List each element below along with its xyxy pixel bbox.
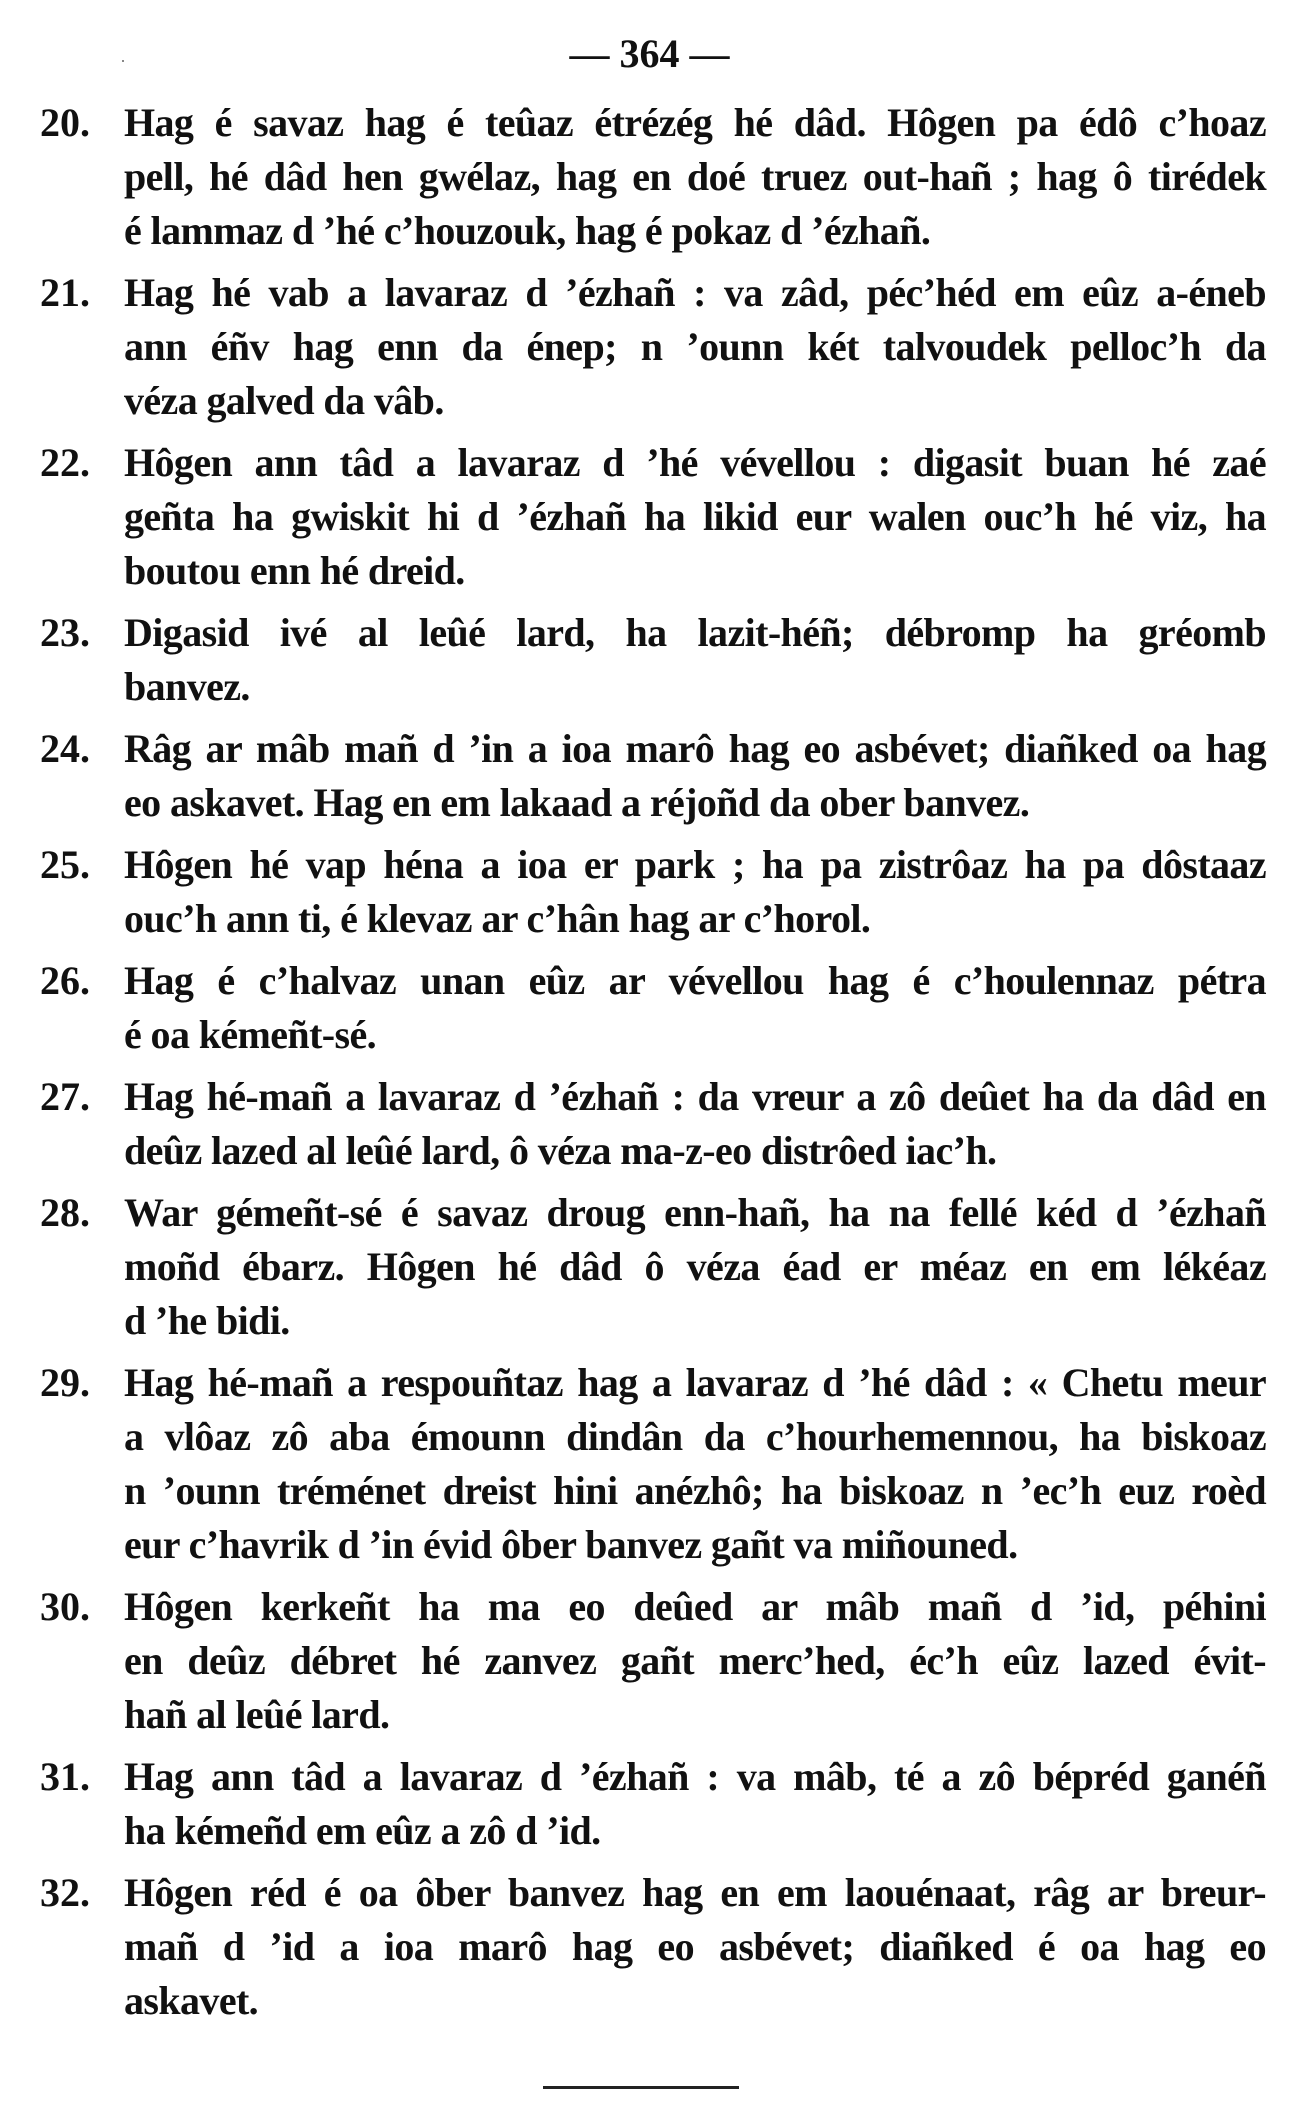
verse-number: 28. xyxy=(40,1190,90,1235)
verse-line: boutou enn hé dreid. xyxy=(124,548,465,593)
verse-line: Hôgen réd é oa ôber banvez hag en em laouénaat, râg ar breur- xyxy=(124,1870,1266,1915)
verse-line: Digasid ivé al leûé lard, ha lazit-héñ; débromp ha gréomb xyxy=(124,610,1266,655)
verse-line: Hôgen ann tâd a lavaraz d ’hé vévellou : digasit buan hé zaé xyxy=(124,440,1266,485)
verse-line: ha kémeñd em eûz a zô d ’id. xyxy=(124,1808,601,1853)
verse-paragraph xyxy=(40,1186,1266,1348)
verse-line: askavet. xyxy=(124,1978,259,2023)
verse-line: mañ d ’id a ioa marô hag eo asbévet; diañked é oa hag eo xyxy=(124,1924,1266,1969)
verse-line: é lammaz d ’hé c’houzouk, hag é pokaz d ’ézhañ. xyxy=(124,208,931,253)
verse-line: ann éñv hag enn da énep; n ’ounn két talvoudek pelloc’h da xyxy=(124,324,1266,369)
verse-line: banvez. xyxy=(124,664,250,709)
verse-line: Râg ar mâb mañ d ’in a ioa marô hag eo asbévet; diañked oa hag xyxy=(124,726,1266,771)
verse-line: d ’he bidi. xyxy=(124,1298,290,1343)
verse-number: 25. xyxy=(40,842,90,887)
verse-line: pell, hé dâd hen gwélaz, hag en doé truez out-hañ ; hag ô tirédek xyxy=(124,154,1266,199)
verse-paragraph xyxy=(40,1580,1266,1742)
verse-number: 20. xyxy=(40,100,90,145)
verse-number: 30. xyxy=(40,1584,90,1629)
verse-line: n ’ounn tréménet dreist hini anézhô; ha biskoaz n ’ec’h euz roèd xyxy=(124,1468,1266,1513)
verse-number: 22. xyxy=(40,440,90,485)
speck xyxy=(122,60,124,62)
verse-line: véza galved da vâb. xyxy=(124,378,444,423)
verse-line: Hag é savaz hag é teûaz étrézég hé dâd. Hôgen pa édô c’hoaz xyxy=(124,100,1266,145)
verse-line: Hôgen kerkeñt ha ma eo deûed ar mâb mañ d ’id, péhini xyxy=(124,1584,1266,1629)
verse-paragraph xyxy=(40,1750,1266,1858)
verse-paragraph xyxy=(40,266,1266,428)
verse-line: ouc’h ann ti, é klevaz ar c’hân hag ar c’horol. xyxy=(124,896,871,941)
verse-number: 29. xyxy=(40,1360,90,1405)
verse-line: deûz lazed al leûé lard, ô véza ma-z-eo distrôed iac’h. xyxy=(124,1128,997,1173)
verse-number: 32. xyxy=(40,1870,90,1915)
verse-number: 27. xyxy=(40,1074,90,1119)
verse-line: Hag hé-mañ a respouñtaz hag a lavaraz d ’hé dâd : « Chetu meur xyxy=(124,1360,1266,1405)
verse-line: Hag hé-mañ a lavaraz d ’ézhañ : da vreur a zô deûet ha da dâd en xyxy=(124,1074,1266,1119)
verse-number: 23. xyxy=(40,610,90,655)
verse-line: moñd ébarz. Hôgen hé dâd ô véza éad er méaz en em lékéaz xyxy=(124,1244,1266,1289)
verse-paragraph xyxy=(40,606,1266,714)
verse-paragraph xyxy=(40,1866,1266,2028)
verse-line: Hag é c’halvaz unan eûz ar vévellou hag é c’houlennaz pétra xyxy=(124,958,1266,1003)
verse-paragraph xyxy=(40,1356,1266,1572)
verse-number: 24. xyxy=(40,726,90,771)
verse-line: Hag ann tâd a lavaraz d ’ézhañ : va mâb, té a zô bépréd ganéñ xyxy=(124,1754,1266,1799)
page-body xyxy=(40,96,1266,2036)
verse-line: Hag hé vab a lavaraz d ’ézhañ : va zâd, péc’héd em eûz a-éneb xyxy=(124,270,1266,315)
verse-paragraph xyxy=(40,838,1266,946)
verse-number: 21. xyxy=(40,270,90,315)
verse-number: 26. xyxy=(40,958,90,1003)
verse-line: hañ al leûé lard. xyxy=(124,1692,390,1737)
verse-line: eo askavet. Hag en em lakaad a réjoñd da ober banvez. xyxy=(124,780,1030,825)
verse-line: War gémeñt-sé é savaz droug enn-hañ, ha na fellé kéd d ’ézhañ xyxy=(124,1190,1266,1235)
verse-number: 31. xyxy=(40,1754,90,1799)
verse-line: a vlôaz zô aba émounn dindân da c’hourhemennou, ha biskoaz xyxy=(124,1414,1266,1459)
verse-line: geñta ha gwiskit hi d ’ézhañ ha likid eur walen ouc’h hé viz, ha xyxy=(124,494,1266,539)
verse-paragraph xyxy=(40,722,1266,830)
verse-paragraph xyxy=(40,954,1266,1062)
end-rule xyxy=(543,2086,739,2089)
verse-line: Hôgen hé vap héna a ioa er park ; ha pa zistrôaz ha pa dôstaaz xyxy=(124,842,1266,887)
verse-paragraph xyxy=(40,1070,1266,1178)
page-number: — 364 — xyxy=(569,31,730,76)
verse-paragraph xyxy=(40,436,1266,598)
verse-line: é oa kémeñt-sé. xyxy=(124,1012,377,1057)
verse-line: eur c’havrik d ’in évid ôber banvez gañt va miñouned. xyxy=(124,1522,1018,1567)
verse-line: en deûz débret hé zanvez gañt merc’hed, éc’h eûz lazed évit- xyxy=(124,1638,1266,1683)
verse-paragraph xyxy=(40,96,1266,258)
